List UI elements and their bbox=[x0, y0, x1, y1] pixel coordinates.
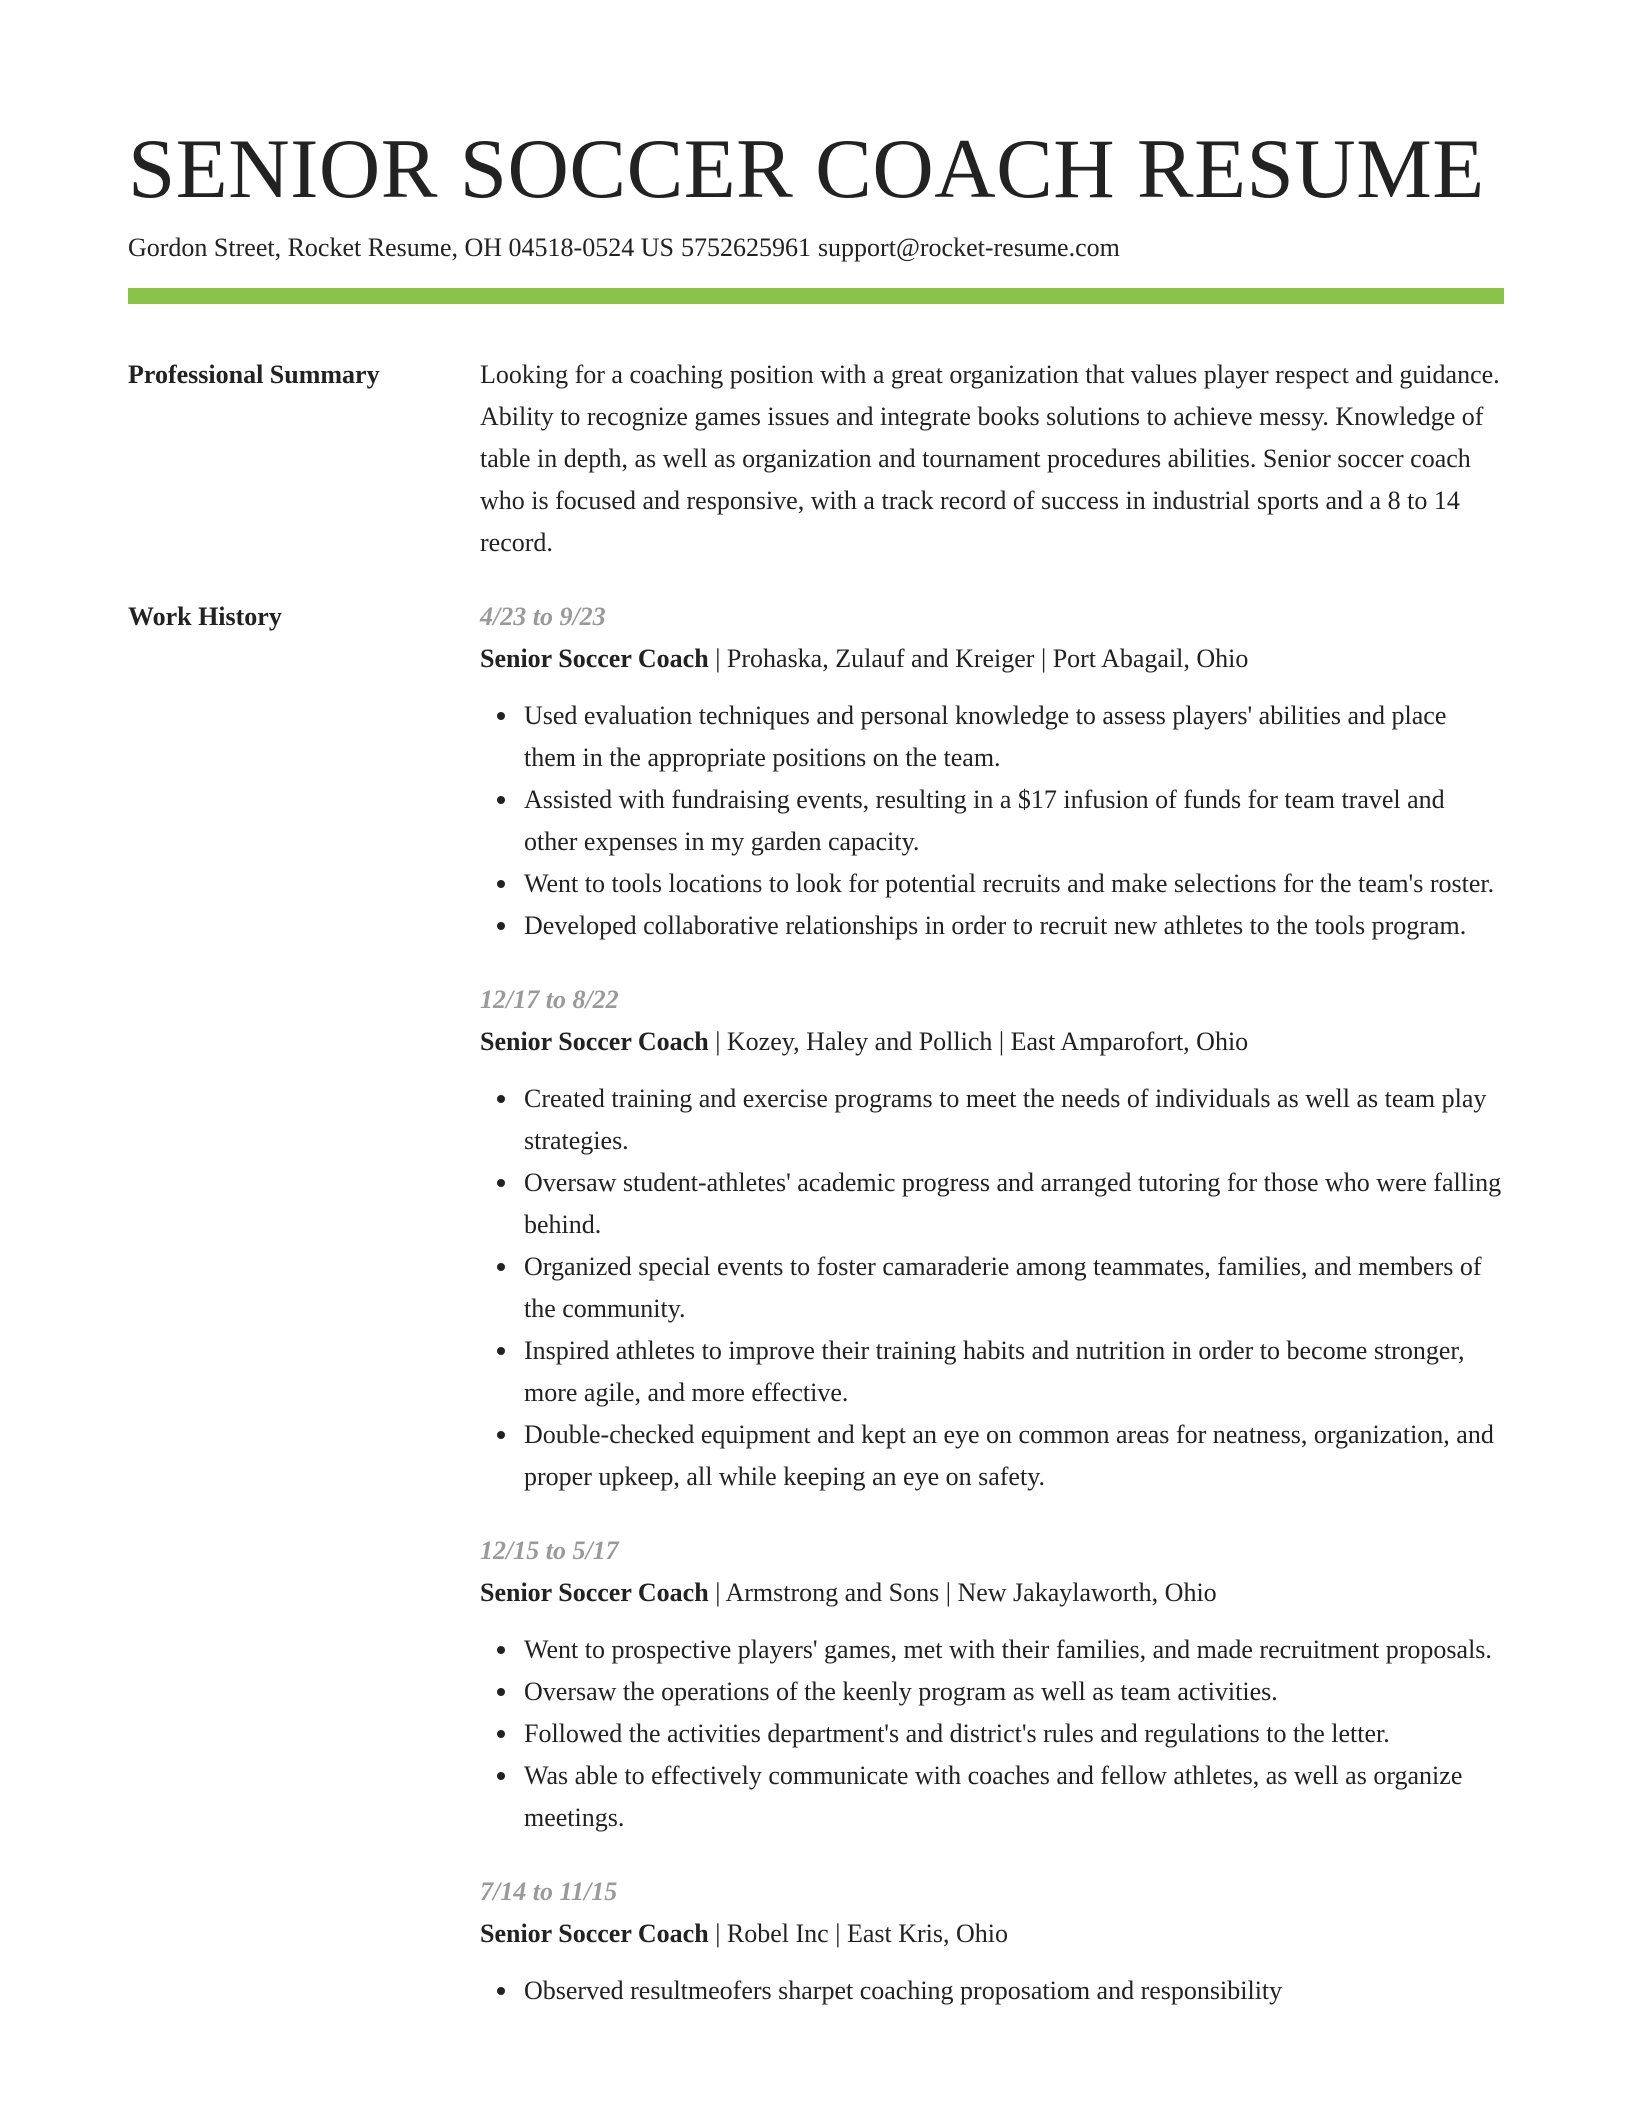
job-bullet: Created training and exercise programs to meet the needs of individuals as well as team play strategies. bbox=[524, 1078, 1504, 1162]
job-dates: 4/23 to 9/23 bbox=[480, 602, 606, 631]
job-separator: | bbox=[708, 644, 727, 673]
job-separator: | bbox=[939, 1578, 958, 1607]
job-location: East Kris, Ohio bbox=[846, 1919, 1008, 1948]
job-company: Prohaska, Zulauf and Kreiger bbox=[726, 644, 1035, 673]
job-title: Senior Soccer Coach bbox=[480, 644, 709, 673]
job-dates: 12/17 to 8/22 bbox=[480, 985, 619, 1014]
header-divider bbox=[128, 288, 1504, 304]
work-history-section bbox=[128, 596, 1504, 2012]
job-separator: | bbox=[708, 1578, 726, 1607]
job-bullet-list bbox=[480, 695, 1504, 947]
contact-line bbox=[128, 231, 1504, 265]
resume-page bbox=[128, 0, 1504, 2012]
job-location: New Jakaylaworth, Ohio bbox=[957, 1578, 1217, 1607]
job-dates: 12/15 to 5/17 bbox=[480, 1536, 619, 1565]
job-bullet: Went to prospective players' games, met with their families, and made recruitment proposals. bbox=[524, 1629, 1504, 1671]
job-separator: | bbox=[828, 1919, 847, 1948]
job-heading bbox=[480, 1913, 1504, 1955]
resume-title: SENIOR SOCCER COACH RESUME bbox=[128, 122, 1485, 216]
job-bullet: Double-checked equipment and kept an eye on common areas for neatness, organization, and proper upkeep, all while keeping an eye on safety. bbox=[524, 1414, 1504, 1498]
job-list bbox=[480, 596, 1504, 2012]
job-separator: | bbox=[992, 1027, 1011, 1056]
job-bullet-list bbox=[480, 1078, 1504, 1498]
contact-address: Gordon Street, Rocket Resume, OH 04518-0524 US bbox=[128, 233, 674, 262]
job-company: Armstrong and Sons bbox=[725, 1578, 940, 1607]
job-bullet-list bbox=[480, 1629, 1504, 1839]
job-bullet: Oversaw student-athletes' academic progress and arranged tutoring for those who were falling behind. bbox=[524, 1162, 1504, 1246]
job-bullet: Oversaw the operations of the keenly program as well as team activities. bbox=[524, 1671, 1504, 1713]
job-dates: 7/14 to 11/15 bbox=[480, 1877, 618, 1906]
job-location: Port Abagail, Ohio bbox=[1052, 644, 1249, 673]
job-bullet: Inspired athletes to improve their training habits and nutrition in order to become stronger, more agile, and more effective. bbox=[524, 1330, 1504, 1414]
job-heading bbox=[480, 638, 1504, 680]
section-heading-work-history: Work History bbox=[128, 602, 282, 631]
job-bullet: Went to tools locations to look for potential recruits and make selections for the team's roster. bbox=[524, 863, 1504, 905]
job-separator: | bbox=[1034, 644, 1053, 673]
job-entry bbox=[480, 1871, 1504, 2012]
job-title: Senior Soccer Coach bbox=[480, 1919, 709, 1948]
job-bullet: Was able to effectively communicate with coaches and fellow athletes, as well as organize meetings. bbox=[524, 1755, 1504, 1839]
job-bullet: Used evaluation techniques and personal knowledge to assess players' abilities and place them in the appropriate positions on the team. bbox=[524, 695, 1504, 779]
job-title: Senior Soccer Coach bbox=[480, 1027, 709, 1056]
summary-text: Looking for a coaching position with a great organization that values player respect and guidance. Ability to recognize games issues and integrate books solutions to achieve messy. Knowledge of table in depth, as well as organization and tournament procedures abilities. Senior soccer coach who is focused and responsive, with a track record of success in industrial sports and a 8 to 14 record. bbox=[480, 360, 1500, 557]
job-bullet: Assisted with fundraising events, resulting in a $17 infusion of funds for team travel and other expenses in my garden capacity. bbox=[524, 779, 1504, 863]
job-bullet-list bbox=[480, 1970, 1504, 2012]
professional-summary-section bbox=[128, 354, 1504, 564]
job-bullet: Developed collaborative relationships in order to recruit new athletes to the tools program. bbox=[524, 905, 1504, 947]
job-heading bbox=[480, 1572, 1504, 1614]
job-heading bbox=[480, 1021, 1504, 1063]
job-bullet: Observed resultmeofers sharpet coaching proposatiom and responsibility bbox=[524, 1970, 1504, 2012]
section-heading-summary: Professional Summary bbox=[128, 360, 380, 389]
contact-email: support@rocket-resume.com bbox=[817, 233, 1120, 262]
job-separator: | bbox=[708, 1027, 727, 1056]
job-company: Robel Inc bbox=[726, 1919, 829, 1948]
job-bullet: Organized special events to foster camaraderie among teammates, families, and members of the community. bbox=[524, 1246, 1504, 1330]
job-separator: | bbox=[708, 1919, 727, 1948]
job-location: East Amparofort, Ohio bbox=[1010, 1027, 1249, 1056]
job-bullet: Followed the activities department's and district's rules and regulations to the letter. bbox=[524, 1713, 1504, 1755]
job-title: Senior Soccer Coach bbox=[480, 1578, 709, 1607]
job-entry bbox=[480, 596, 1504, 947]
contact-phone: 5752625961 bbox=[680, 233, 811, 262]
job-entry bbox=[480, 979, 1504, 1498]
job-entry bbox=[480, 1530, 1504, 1839]
job-company: Kozey, Haley and Pollich bbox=[726, 1027, 993, 1056]
